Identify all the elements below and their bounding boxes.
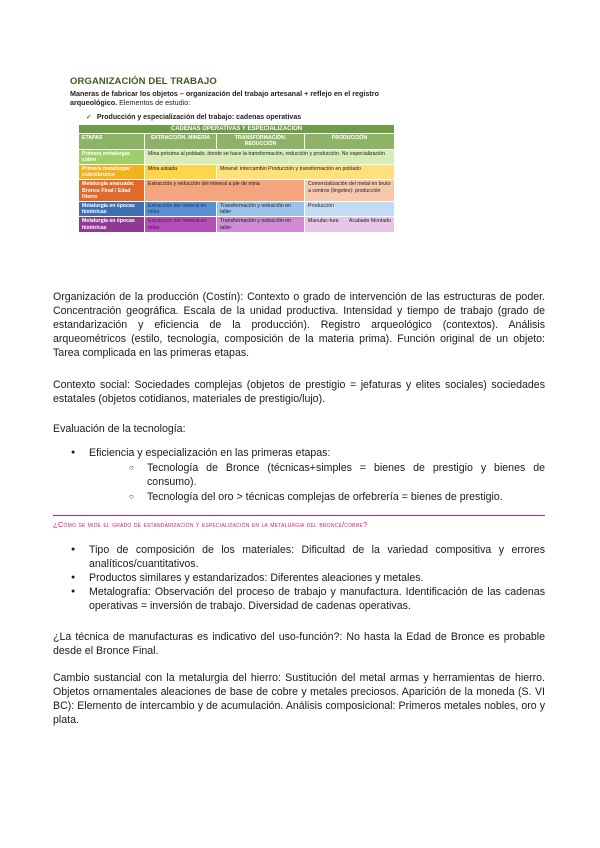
extraccion-cell: Mina aislada xyxy=(145,165,217,180)
paragraph-organizacion: Organización de la producción (Costín): Contexto o grado de intervención de las estructuras de poder. Concentración geográfica. Escala de la unidad productiva. Intensidad y tiempo de trabajo (grado de estandarización y eficiencia de la producción). Registro arqueológico (contextos). Análisis arqueométricos (estilo, tecnología, composición de la materia prima). Función original de un objeto: Tarea complicada en las primeras etapas. xyxy=(53,291,545,360)
sub-list-item: ○ Tecnología de Bronce (técnicas+simples = bienes de prestigio y bienes de consumo). xyxy=(89,461,545,489)
transformacion-cell: Transformación y reducción en taller xyxy=(217,202,305,217)
column-header: EXTRACCIÓN. MINERÍA xyxy=(145,134,217,149)
list-item-text: Eficiencia y especialización en las primeras etapas: xyxy=(89,447,331,459)
list-item: ● Productos similares y estandarizados: Diferentes aleaciones y metales. xyxy=(53,571,545,585)
evaluacion-list xyxy=(53,446,545,505)
stage-cell: Primera metalurgia: cobre/bronce xyxy=(79,165,145,180)
table-row xyxy=(79,202,395,217)
paragraph-uso-funcion: ¿La técnica de manufacturas es indicativo del uso-función?: No hasta la Edad de Bronce es probable desde el Bronce Final. xyxy=(53,631,545,658)
paragraph-evaluacion: Evaluación de la tecnología: xyxy=(53,423,186,435)
figure-subtitle-bold: Maneras de fabricar los objetos – organización del trabajo artesanal + reflejo en el registro arqueológico. xyxy=(70,89,379,107)
extraccion-transformacion-cell: Extracción y reducción del mineral a pie de mina xyxy=(145,180,305,202)
produccion-cell: Producción xyxy=(305,202,395,217)
stage-cell: Metalurgia avanzada: Bronce Final / Edad Hierro xyxy=(79,180,145,202)
sub-list xyxy=(89,461,545,504)
column-header: ETAPAS xyxy=(79,134,145,149)
table-row xyxy=(79,180,395,202)
produccion-cell: Comercialización del metal en bruto a centros (lingotes): producción xyxy=(305,180,395,202)
medicion-list xyxy=(53,543,545,613)
manufactura-label: Manufac-tura xyxy=(308,218,339,225)
organizacion-trabajo-figure xyxy=(70,76,396,276)
extraccion-cell: Extracción del mineral en mina xyxy=(145,202,217,217)
check-icon: ✓ xyxy=(86,114,92,121)
column-header: TRANSFORMACIÓN. REDUCCIÓN xyxy=(217,134,305,149)
merged-cell: Mina próxima al poblado, donde se hace la transformación, reducción y producción. No especialización xyxy=(145,149,395,164)
list-item xyxy=(53,446,545,504)
column-header: PRODUCCIÓN xyxy=(305,134,395,149)
stage-cell: Primera metalurgia: cobre xyxy=(79,149,145,164)
cadenas-operativas-table xyxy=(78,124,395,233)
stage-cell: Metalurgia en épocas históricas xyxy=(79,202,145,217)
acabado-label: Acabado Montado xyxy=(348,218,391,225)
paragraph-contexto-social: Contexto social: Sociedades complejas (objetos de prestigio = jefaturas y elites sociales) sociedades estatales (objetos cotidianos, materiales de prestigio/lujo). xyxy=(53,379,545,406)
table-row xyxy=(79,217,395,232)
sub-list-item: ○ Tecnología del oro > técnicas complejas de orfebrería = bienes de prestigio. xyxy=(89,490,545,504)
list-item: ● Metalografía: Observación del proceso de trabajo y manufactura. Identificación de las cadenas operativas = inversión de trabajo. Diversidad de cadenas operativas. xyxy=(53,585,545,613)
table-row xyxy=(79,165,395,180)
figure-title: ORGANIZACIÓN DEL TRABAJO xyxy=(70,76,217,87)
figure-subtitle-normal: Elementos de estudio: xyxy=(119,98,191,107)
produccion-cell xyxy=(305,217,395,232)
figure-bullet xyxy=(86,113,396,121)
extraccion-cell: Extracción del mineral en mina xyxy=(145,217,217,232)
paragraph-hierro: Cambio sustancial con la metalurgia del hierro: Sustitución del metal armas y herramientas de hierro. Objetos ornamentales aleaciones de base de cobre y metales preciosos. Aparición de la moneda (S. VI BC): Elemento de intercambio y de acumulación. Análisis composicional: Primeros metales nobles, oro y plata. xyxy=(53,672,545,727)
figure-subtitle xyxy=(70,89,396,107)
transformacion-cell: Transformación y reducción en taller xyxy=(217,217,305,232)
list-item: ● Tipo de composición de los materiales: Dificultad de la variedad compositiva y errores analíticos/cuantitativos. xyxy=(53,543,545,571)
transformacion-cell: Mineral: intercambio Producción y transformación en poblado xyxy=(217,165,395,180)
figure-bullet-text: Producción y especialización del trabajo: cadenas operativas xyxy=(96,114,302,121)
table-header: CADENAS OPERATIVAS Y ESPECIALIZACIÓN xyxy=(79,125,395,134)
section-heading: ¿Cómo se mide el grado de estandarización y especialización en la metalurgia del bronce/cobre? xyxy=(53,520,368,529)
section-divider xyxy=(53,515,545,516)
stage-cell: Metalurgia en épocas históricas xyxy=(79,217,145,232)
table-row xyxy=(79,149,395,164)
